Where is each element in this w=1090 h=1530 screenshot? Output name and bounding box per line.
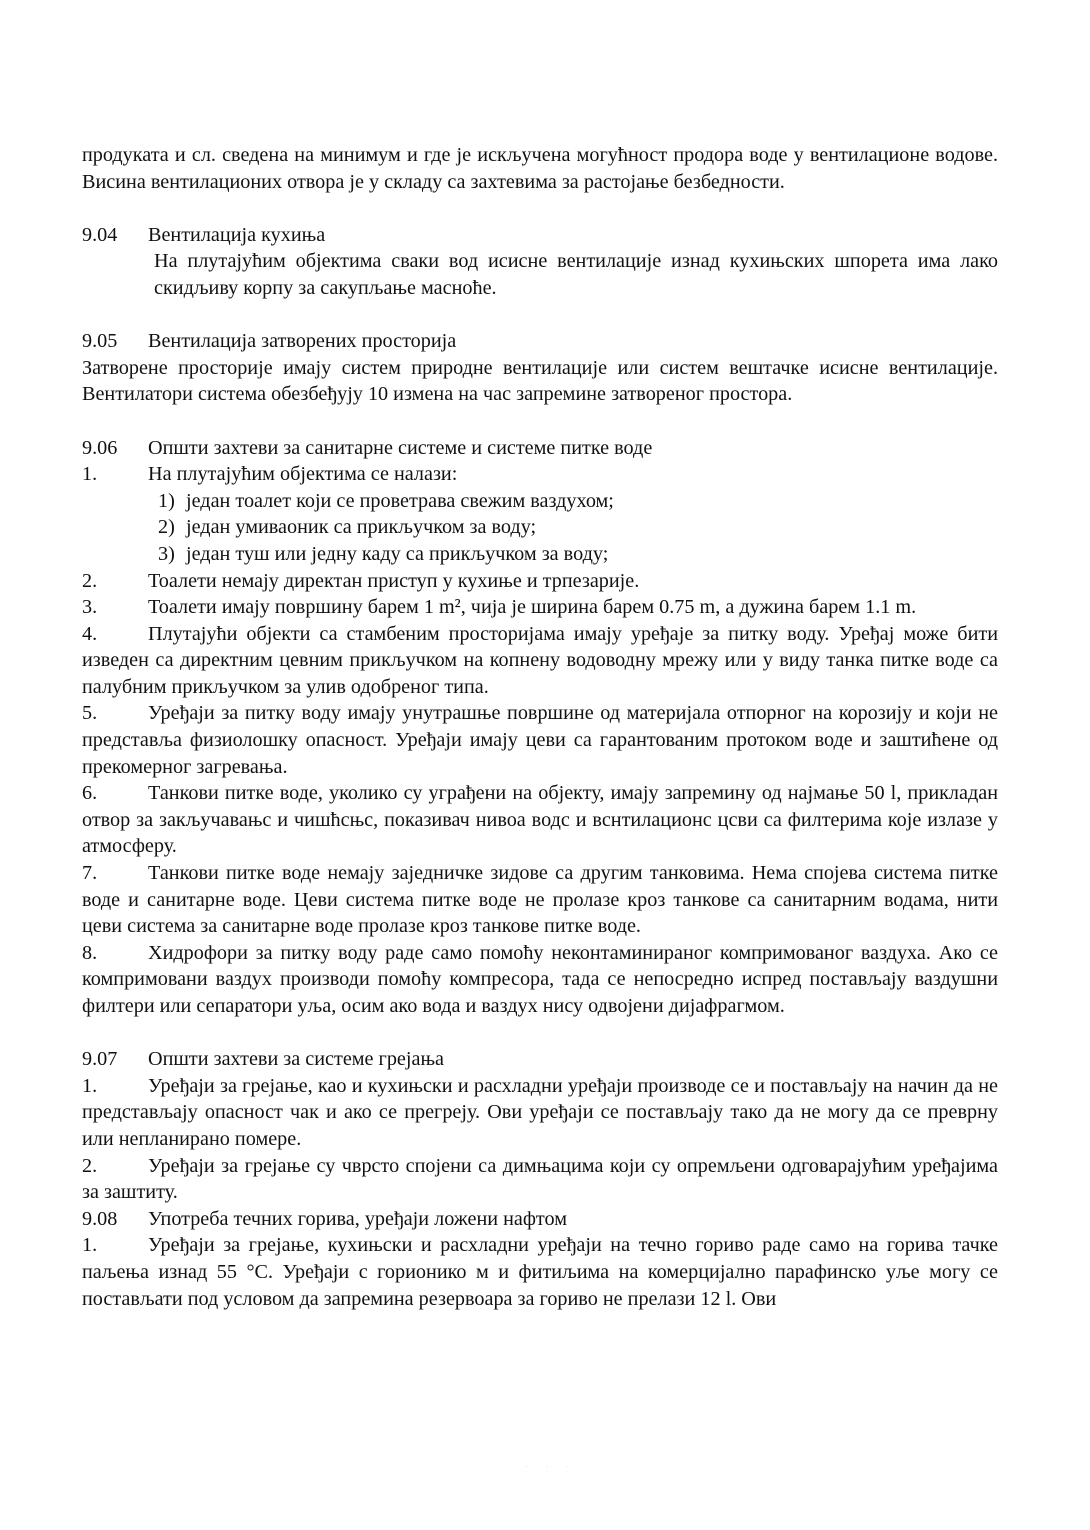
item-number: 4. <box>82 622 98 645</box>
section-9-05 <box>82 328 998 408</box>
item-number: 1. <box>82 1234 98 1257</box>
section-heading <box>82 222 998 249</box>
section-title: Општи захтеви за системе грејања <box>148 1048 445 1071</box>
item-text: На плутајућим објектима се налази: <box>148 463 458 486</box>
item-number: 2. <box>82 569 98 592</box>
sub-item-number: 1) <box>158 489 175 512</box>
list-item <box>82 568 998 595</box>
intro-paragraph: продуката и сл. сведена на минимум и где је искључена могућност продора воде у вентилационе водове. Висина вентилационих отвора је у складу са захтевима за растојање безбедности. <box>82 144 998 193</box>
section-body: На плутајућим објектима сваки вод исисне вентилације изнад кухињских шпорета има лако скидљиву корпу за сакупљање масноће. <box>154 250 998 299</box>
section-9-06 <box>82 435 998 1020</box>
list-item <box>82 621 998 701</box>
list-item <box>82 700 998 780</box>
sub-item-text: један тоалет који се проветрава свежим ваздухом; <box>186 489 614 512</box>
section-heading <box>82 328 998 355</box>
item-number: 5. <box>82 702 98 725</box>
sub-item-text: један умиваоник са прикључком за воду; <box>186 516 537 539</box>
list-item <box>82 1232 998 1312</box>
section-title: Вентилација затворених просторија <box>148 330 457 353</box>
sub-item-number: 3) <box>158 542 175 565</box>
list-item <box>82 940 998 1020</box>
list-item <box>82 461 998 488</box>
list-item <box>82 594 998 621</box>
item-text: Уређаји за грејање, као и кухињски и расхладни уређаји производе се и постављају на начин да не представљају опасност чак и ако се прегреју. Ови уређаји се постављају тако да не могу да се преврну или непланирано помере. <box>82 1074 998 1150</box>
item-text: Тоалети имају површину барем 1 m², чија је ширина барем 0.75 m, а дужина барем 1.1 m. <box>148 596 917 619</box>
item-number: 1. <box>82 1074 98 1097</box>
section-9-08 <box>82 1206 998 1312</box>
section-heading <box>82 1206 998 1233</box>
item-number: 7. <box>82 862 98 885</box>
sub-item-number: 2) <box>158 516 175 539</box>
section-heading <box>82 1046 998 1073</box>
item-text: Уређаји за питку воду имају унутрашње површине од материјала отпорног на корозију и који не представља физиолошку опасност. Уређаји имају цеви са гарантованим протоком воде и заштићене од прекомерног загревања. <box>82 702 998 778</box>
document-page <box>82 142 998 1312</box>
page-number-mark: - - - <box>525 1462 577 1471</box>
section-number: 9.07 <box>82 1048 118 1071</box>
item-number: 6. <box>82 782 98 805</box>
section-body: Затворене просторије имају систем природне вентилације или систем вештачке исисне вентилације. Вентилатори система обезбеђују 10 измена на час запремине затвореног простора. <box>82 356 998 406</box>
section-number: 9.06 <box>82 436 118 459</box>
section-title: Употреба течних горива, уређаји ложени нафтом <box>148 1207 567 1230</box>
item-number: 2. <box>82 1154 98 1177</box>
item-number: 3. <box>82 596 98 619</box>
item-text: Тоалети немају директан приступ у кухиње и трпезарије. <box>148 569 640 592</box>
sub-item <box>82 514 998 541</box>
sub-item-text: један туш или једну каду са прикључком за воду; <box>186 542 609 565</box>
sub-item <box>82 541 998 568</box>
item-number: 1. <box>82 463 98 486</box>
item-text: Уређаји за грејање, кухињски и расхладни уређаји на течно гориво раде само на горива тачке паљења изнад 55 °C. Уређаји с горионико м и фитиљима на комерцијално парафинско уље могу се постављати под условом да запремина резервоара за гориво не прелази 12 l. Ови <box>82 1234 998 1310</box>
item-text: Танкови питке воде, уколико су уграђени на објекту, имају запремину од најмање 50 l, прикладан отвор за закључавањс и чишћсњс, показивач нивоа водс и вснтилационс цсви са филтерима које излазе у атмосферу. <box>82 782 998 858</box>
list-item <box>82 1153 998 1206</box>
section-number: 9.04 <box>82 223 118 246</box>
section-number: 9.08 <box>82 1207 118 1230</box>
item-text: Танкови питке воде немају заједничке зидове са другим танковима. Нема спојева система питке воде и санитарне воде. Цеви система питке воде не пролазе кроз танкове са санитарним водама, нити цеви система за санитарне воде пролазе кроз танкове питке воде. <box>82 862 998 938</box>
section-title: Вентилација кухиња <box>148 223 326 246</box>
section-number: 9.05 <box>82 330 118 353</box>
section-heading <box>82 435 998 462</box>
section-9-04 <box>82 222 998 302</box>
item-text: Уређаји за грејање су чврсто спојени са димњацима који су опремљени одговарајућим уређајима за заштиту. <box>82 1154 998 1204</box>
list-item <box>82 780 998 860</box>
sub-item <box>82 488 998 515</box>
item-text: Хидрофори за питку воду раде само помоћу неконтаминираног компримованог ваздуха. Ако се компримовани ваздух производи помоћу компресора, тада се непосредно испред постављају ваздушни филтери или сепаратори уља, осим ако вода и ваздух нису одвојени дијафрагмом. <box>82 941 998 1017</box>
list-item <box>82 1073 998 1153</box>
section-title: Општи захтеви за санитарне системе и системе питке воде <box>148 436 653 459</box>
item-text: Плутајући објекти са стамбеним просторијама имају уређаје за питку воду. Уређај може бити изведен са директним цевним прикључком на копнену водоводну мрежу или у виду танка питке воде са палубним прикључком за улив одобреног типа. <box>82 622 998 698</box>
item-number: 8. <box>82 941 98 964</box>
list-item <box>82 860 998 940</box>
section-9-07 <box>82 1046 998 1206</box>
